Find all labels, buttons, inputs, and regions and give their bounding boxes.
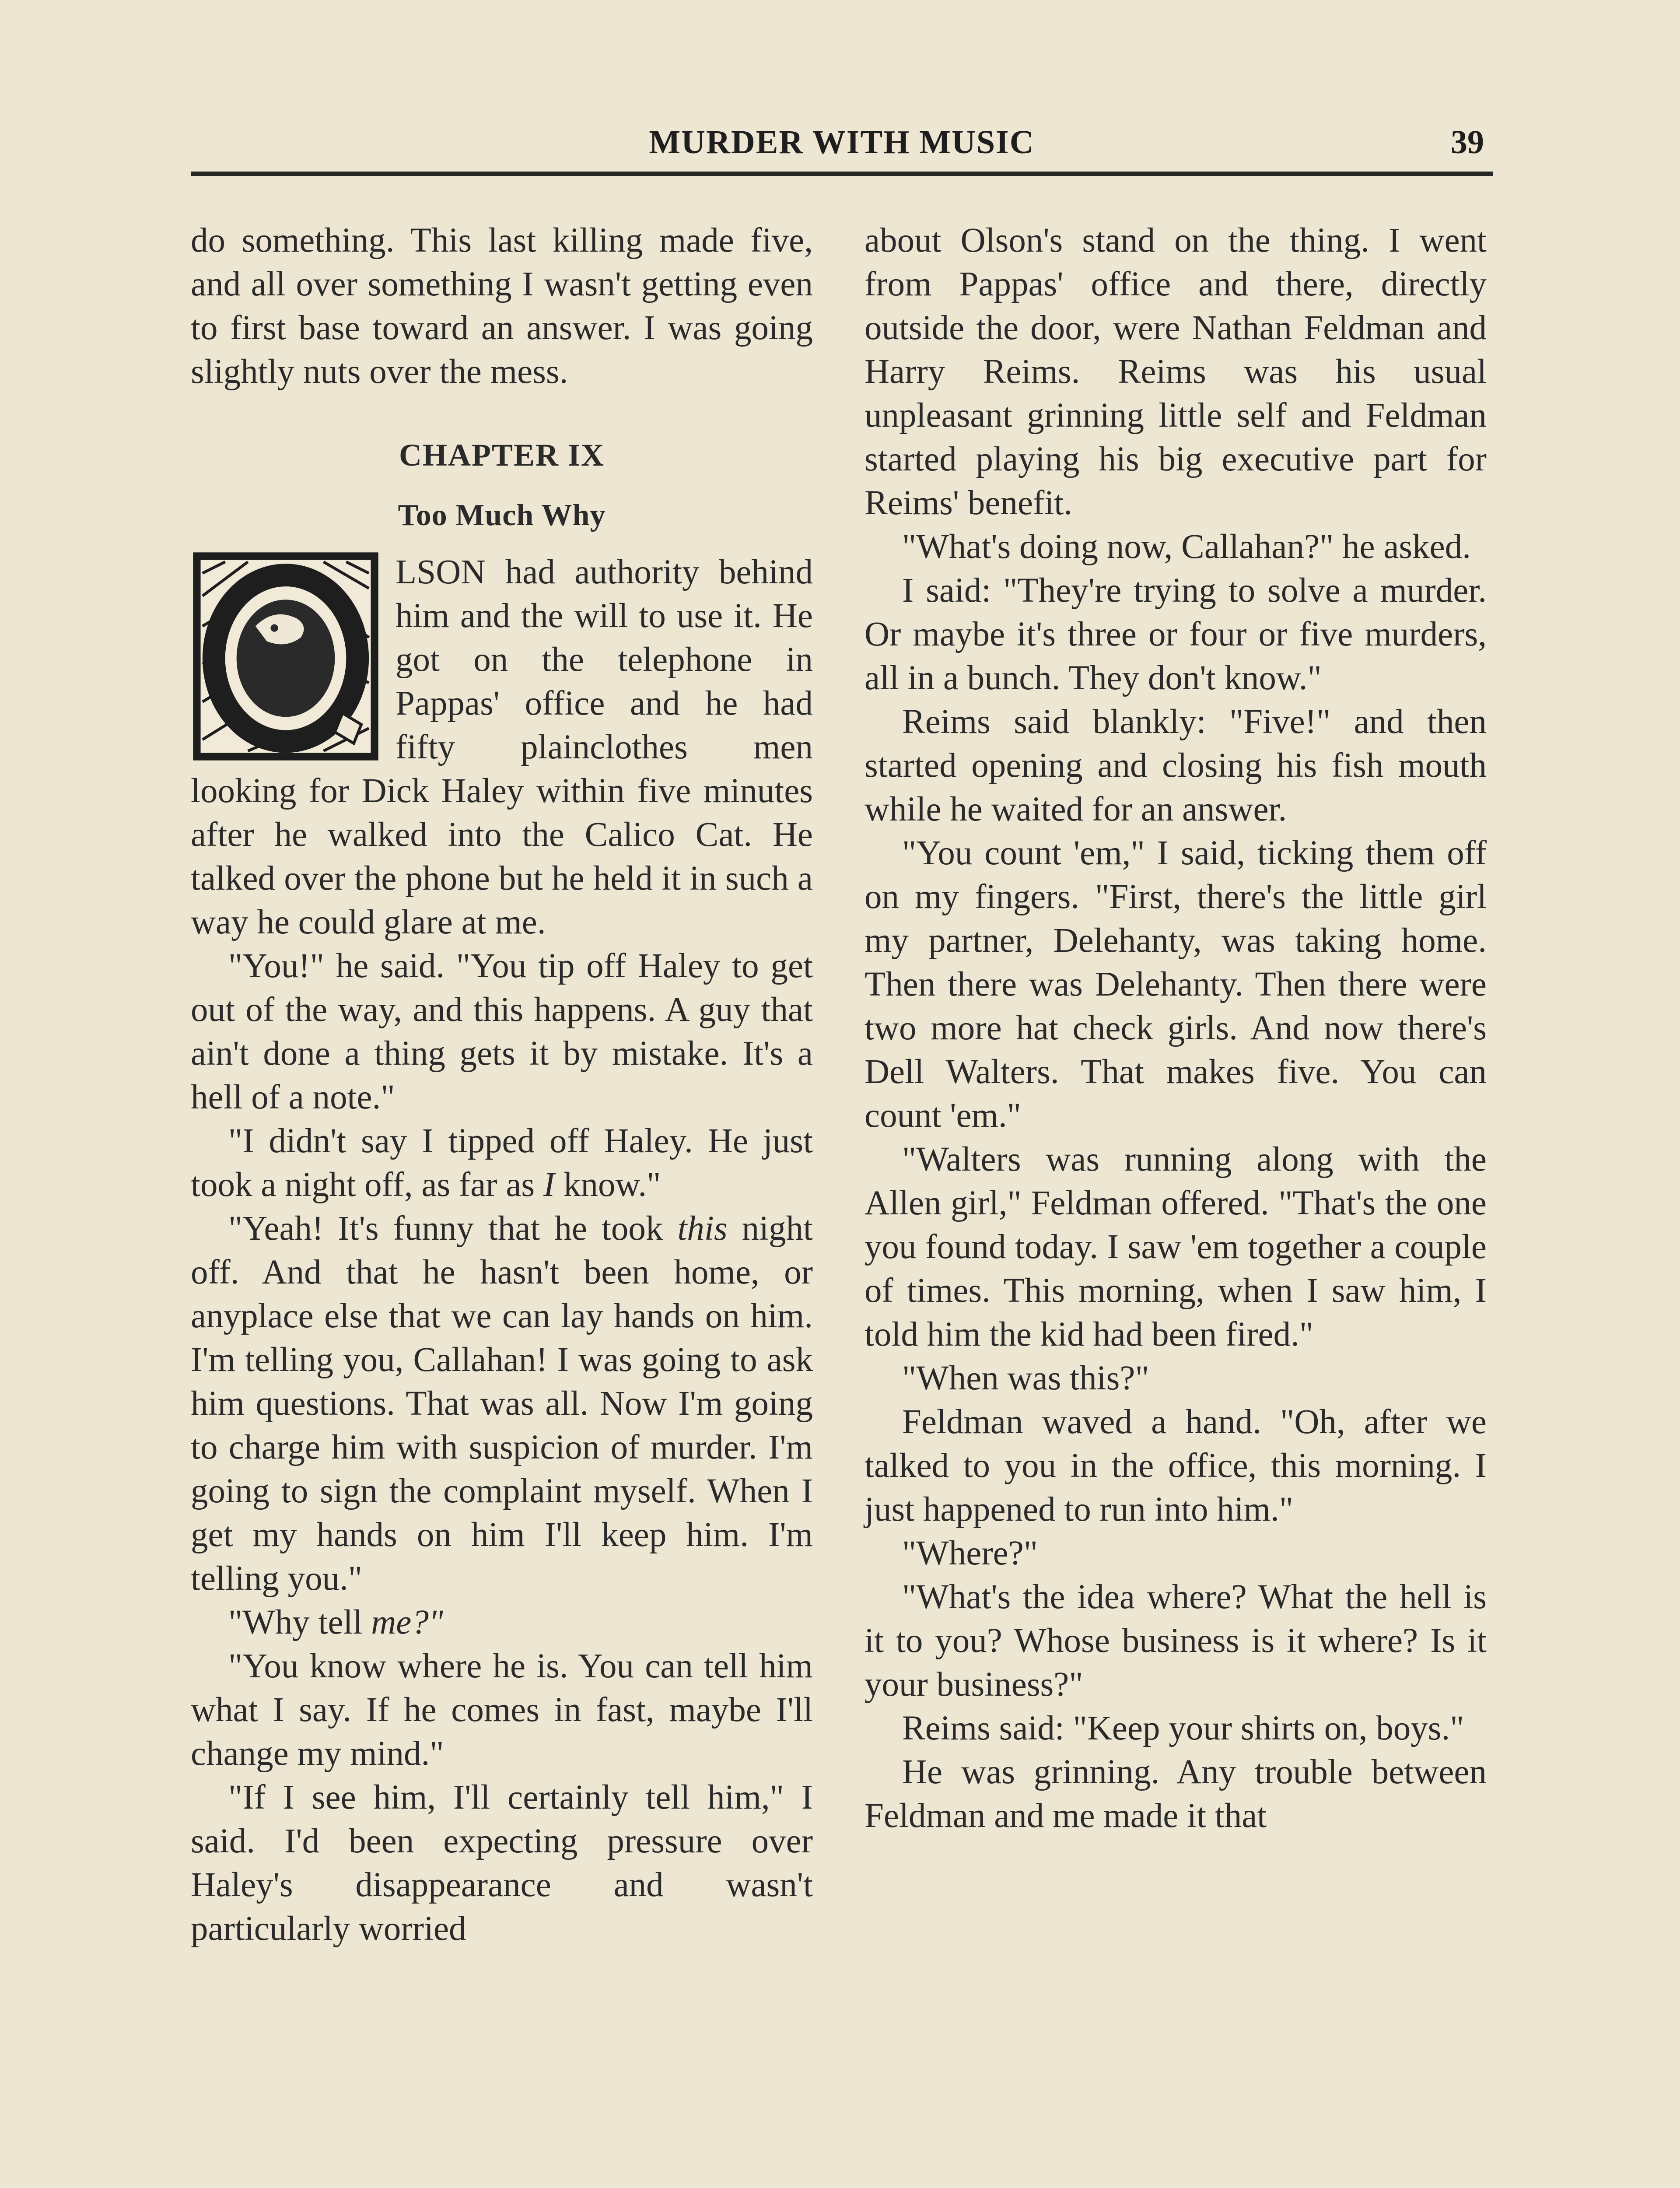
paragraph: "Where?" [902, 1534, 1038, 1572]
paragraph: Reims said: "Keep your shirts on, boys." [902, 1709, 1464, 1747]
paragraph: "You!" he said. "You tip off Haley to get out of the way, and this happens. A guy that ain't done a thing gets it by mistake. It's a hell of a note." [191, 947, 813, 1116]
italic-text: me?" [371, 1603, 444, 1641]
italic-text: I [543, 1166, 555, 1204]
page-number: 39 [1451, 124, 1484, 161]
paragraph: "You count 'em," I said, ticking them off on my fingers. "First, there's the little girl my partner, Delehanty, was taking home. Then there was Delehanty. Then there were two more hat check girls. And now there's Dell Walters. That makes five. You can count 'em." [864, 834, 1487, 1135]
paragraph: He was grinning. Any trouble between Feldman and me made it that [864, 1753, 1487, 1835]
paragraph [191, 1207, 813, 1601]
chapter-subtitle: Too Much Why [398, 498, 606, 532]
paragraph [191, 1601, 813, 1645]
paragraph: "Walters was running along with the Allen girl," Feldman offered. "That's the one you found today. I saw 'em together a couple of times. This morning, when I saw him, I told him the kid had been fired." [864, 1140, 1487, 1353]
paragraph: "If I see him, I'll certainly tell him," I said. I'd been expecting pressure over Haley's disappearance and wasn't particularly worried [191, 1778, 813, 1948]
paragraph-text: "I didn't say I tipped off Haley. He just took a night off, as far as [191, 1122, 813, 1204]
header-rule [191, 172, 1493, 176]
left-column [191, 219, 813, 1951]
paragraph: "When was this?" [902, 1359, 1149, 1397]
paragraph: "You know where he is. You can tell him what I say. If he comes in fast, maybe I'll change my mind." [191, 1647, 813, 1773]
drop-cap-illustration [191, 551, 381, 762]
running-title: MURDER WITH MUSIC [649, 124, 1035, 161]
italic-text: this [677, 1210, 728, 1248]
paragraph-text: night off. And that he hasn't been home, or anyplace else that we can lay hands on him. I'm telling you, Callahan! I was going to ask him questions. That was all. Now I'm going to charge him with suspicion of murder. I'm going to sign the complaint myself. When I get my hands on him I'll keep him. I'm telling you." [191, 1210, 813, 1598]
right-column [864, 219, 1487, 1838]
paragraph: Reims said blankly: "Five!" and then started opening and closing his fish mouth while he waited for an answer. [864, 703, 1487, 828]
paragraph: do something. This last killing made five, and all over something I wasn't getting even to first base toward an answer. I was going slightly nuts over the mess. [191, 221, 813, 391]
paragraph-text: "Why tell [228, 1603, 371, 1641]
paragraph: Feldman waved a hand. "Oh, after we talked to you in the office, this morning. I just happened to run into him." [864, 1403, 1487, 1529]
running-header [191, 119, 1493, 172]
paragraph: "What's the idea where? What the hell is it to you? Whose business is it where? Is it your business?" [864, 1578, 1487, 1704]
paragraph [191, 1119, 813, 1207]
paragraph: LSON had authority behind him and the will to use it. He got on the telephone in Pappas' office and he had fifty plainclothes men looking for Dick Haley within five minutes after he walked into the Calico Cat. He talked over the phone but he held it in such a way he could glare at me. [191, 553, 813, 941]
paragraph-text: know." [555, 1166, 661, 1204]
paragraph: about Olson's stand on the thing. I went from Pappas' office and there, directly outside the door, were Nathan Feldman and Harry Reims. Reims was his usual unpleasant grinning little self and Feldman started playing his big executive part for Reims' benefit. [864, 221, 1487, 522]
paragraph: I said: "They're trying to solve a murder. Or maybe it's three or four or five murders, all in a bunch. They don't know." [864, 572, 1487, 697]
chapter-heading: CHAPTER IX [399, 438, 605, 473]
paragraph: "What's doing now, Callahan?" he asked. [902, 528, 1471, 566]
paragraph-text: "Yeah! It's funny that he took [228, 1210, 678, 1248]
